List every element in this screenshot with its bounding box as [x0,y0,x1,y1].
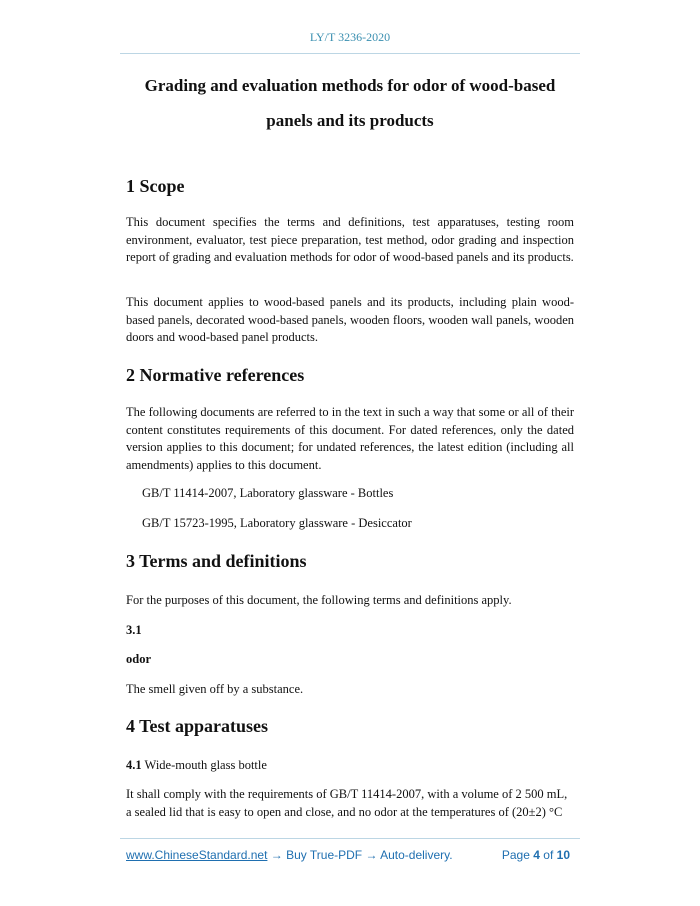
normative-reference-2: GB/T 15723-1995, Laboratory glassware - Desiccator [142,516,412,530]
document-title-line-1: Grading and evaluation methods for odor of wood-based [144,76,556,95]
normative-paragraph: The following documents are referred to in the text in such a way that some or all of their content constitutes requirements of this document. For dated references, only the dated version applies to this document; for undated references, the latest edition (including all amendments) applies to this document. [126,405,574,472]
page-footer [126,848,574,864]
terms-intro: For the purposes of this document, the following terms and definitions apply. [126,593,512,607]
subsection-label: Wide-mouth glass bottle [144,758,267,772]
section-1-heading: 1 Scope [126,176,185,196]
header-divider [120,53,580,54]
section-2-heading: 2 Normative references [126,365,305,385]
normative-reference-1: GB/T 11414-2007, Laboratory glassware - Bottles [142,486,394,500]
section-3-heading: 3 Terms and definitions [126,551,307,571]
page-indicator [502,848,570,862]
footer-divider [120,838,580,839]
scope-paragraph-2: This document applies to wood-based panels and its products, including plain wood-based panels, decorated wood-based panels, wooden floors, wooden wall panels, wooden doors and wood-based panel products. [126,295,574,344]
document-code-header: LY/T 3236-2020 [309,30,391,44]
website-link[interactable]: www.ChineseStandard.net [126,848,268,862]
page-label: Page [501,848,530,862]
term-definition: The smell given off by a substance. [126,682,304,696]
term-number: 3.1 [126,623,142,637]
scope-paragraph-1: This document specifies the terms and definitions, test apparatuses, testing room environment, evaluator, test piece preparation, test method, odor grading and inspection report of grading and evaluation methods for odor of wood-based panels and its products. [126,215,574,264]
page-total: 10 [556,848,570,862]
apparatus-line-1: It shall comply with the requirements of GB/T 11414-2007, with a volume of 2 500 mL, [126,787,568,801]
purchase-promo: → Buy True-PDF → Auto-delivery. [267,848,453,862]
section-4-heading: 4 Test apparatuses [126,716,269,736]
document-title-line-2: panels and its products [266,111,434,130]
subsection-number: 4.1 [126,758,142,772]
term-name: odor [126,652,151,666]
apparatus-line-2: a sealed lid that is easy to open and close, and no odor at the temperatures of (20±2) °C [126,805,563,819]
subsection-4-1 [126,757,267,773]
page-current: 4 [533,848,540,862]
page-of: of [543,848,554,862]
